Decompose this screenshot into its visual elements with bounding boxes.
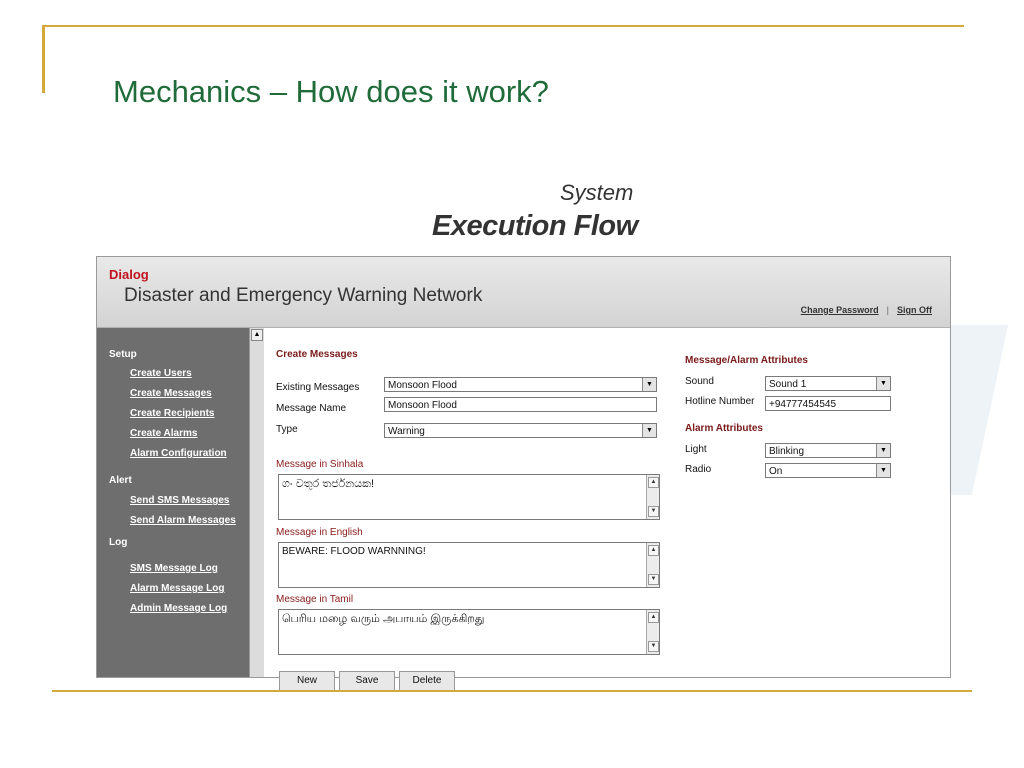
- chevron-down-icon[interactable]: ▼: [642, 378, 656, 391]
- chevron-down-icon[interactable]: ▼: [642, 424, 656, 437]
- delete-button[interactable]: Delete: [399, 671, 455, 691]
- radio-value: On: [769, 466, 783, 477]
- subtitle-execution-flow: Execution Flow: [432, 210, 638, 242]
- existing-messages-value: Monsoon Flood: [388, 380, 457, 391]
- message-name-label: Message Name: [276, 403, 347, 414]
- slide-title: Mechanics – How does it work?: [113, 74, 549, 109]
- arrow-up-icon[interactable]: ▲: [648, 477, 659, 488]
- type-select[interactable]: [384, 423, 657, 438]
- hotline-value: +94777454545: [769, 399, 837, 410]
- new-button[interactable]: New: [279, 671, 335, 691]
- sidebar-item-send-sms[interactable]: Send SMS Messages: [130, 495, 230, 506]
- sidebar: [97, 328, 249, 677]
- attributes-heading: Message/Alarm Attributes: [685, 355, 808, 366]
- sidebar-item-alarm-configuration[interactable]: Alarm Configuration: [130, 448, 227, 459]
- existing-messages-label: Existing Messages: [276, 382, 360, 393]
- english-text: BEWARE: FLOOD WARNNING!: [282, 546, 426, 557]
- sidebar-item-admin-log[interactable]: Admin Message Log: [130, 603, 228, 614]
- sidebar-item-alarm-log[interactable]: Alarm Message Log: [130, 583, 225, 594]
- sidebar-item-create-recipients[interactable]: Create Recipients: [130, 408, 215, 419]
- sound-label: Sound: [685, 376, 714, 387]
- bottom-rule: [52, 690, 972, 692]
- create-messages-heading: Create Messages: [276, 349, 358, 360]
- arrow-down-icon[interactable]: ▼: [648, 506, 659, 517]
- sidebar-item-create-users[interactable]: Create Users: [130, 368, 192, 379]
- sidebar-item-send-alarm[interactable]: Send Alarm Messages: [130, 515, 236, 526]
- sidebar-item-create-messages[interactable]: Create Messages: [130, 388, 212, 399]
- sidebar-section-setup: Setup: [109, 349, 137, 360]
- change-password-link[interactable]: Change Password: [800, 305, 879, 315]
- app-header: [97, 257, 950, 328]
- sidebar-item-sms-log[interactable]: SMS Message Log: [130, 563, 218, 574]
- radio-select[interactable]: [765, 463, 891, 478]
- corner-rule-horizontal: [42, 25, 964, 27]
- sound-select[interactable]: [765, 376, 891, 391]
- sidebar-item-create-alarms[interactable]: Create Alarms: [130, 428, 198, 439]
- type-value: Warning: [388, 426, 425, 437]
- sidebar-section-log: Log: [109, 537, 128, 548]
- chevron-down-icon[interactable]: ▼: [876, 464, 890, 477]
- tamil-textarea[interactable]: [278, 609, 660, 655]
- textarea-scrollbar[interactable]: [646, 610, 659, 654]
- light-select[interactable]: [765, 443, 891, 458]
- light-label: Light: [685, 444, 707, 455]
- brand-logo: Dialog: [109, 267, 149, 282]
- corner-rule-vertical: [42, 25, 45, 93]
- subtitle-system: System: [560, 180, 634, 205]
- arrow-down-icon[interactable]: ▼: [648, 574, 659, 585]
- textarea-scrollbar[interactable]: [646, 543, 659, 587]
- sound-value: Sound 1: [769, 379, 807, 390]
- light-value: Blinking: [769, 446, 805, 457]
- arrow-down-icon[interactable]: ▼: [648, 641, 659, 652]
- app-title: Disaster and Emergency Warning Network: [124, 285, 483, 306]
- existing-messages-select[interactable]: [384, 377, 657, 392]
- save-button[interactable]: Save: [339, 671, 395, 691]
- sinhala-textarea[interactable]: [278, 474, 660, 520]
- radio-label: Radio: [685, 464, 712, 475]
- sidebar-section-alert: Alert: [109, 475, 132, 486]
- sinhala-text: ගං වතුර තර්ජනයක!: [282, 478, 375, 490]
- message-name-value: Monsoon Flood: [388, 400, 457, 411]
- alarm-attributes-heading: Alarm Attributes: [685, 423, 763, 434]
- textarea-scrollbar[interactable]: [646, 475, 659, 519]
- message-name-input[interactable]: [384, 397, 657, 412]
- tamil-text: பெரிய மழை வரும் அபாயம் இருக்கிறது: [282, 613, 485, 625]
- app-screenshot: [96, 256, 951, 686]
- sign-off-link[interactable]: Sign Off: [897, 305, 932, 315]
- hotline-input[interactable]: [765, 396, 891, 411]
- sinhala-label: Message in Sinhala: [276, 459, 364, 470]
- chevron-down-icon[interactable]: ▼: [876, 377, 890, 390]
- english-label: Message in English: [276, 527, 363, 538]
- arrow-up-icon[interactable]: ▲: [648, 612, 659, 623]
- sidebar-scrollbar[interactable]: [249, 328, 264, 677]
- tamil-label: Message in Tamil: [276, 594, 354, 605]
- header-links: [801, 305, 932, 315]
- arrow-up-icon[interactable]: ▲: [648, 545, 659, 556]
- chevron-down-icon[interactable]: ▼: [876, 444, 890, 457]
- header-separator: |: [886, 305, 889, 315]
- type-label: Type: [276, 424, 298, 435]
- arrow-up-icon[interactable]: ▲: [251, 329, 263, 341]
- hotline-label: Hotline Number: [685, 396, 755, 407]
- english-textarea[interactable]: [278, 542, 660, 588]
